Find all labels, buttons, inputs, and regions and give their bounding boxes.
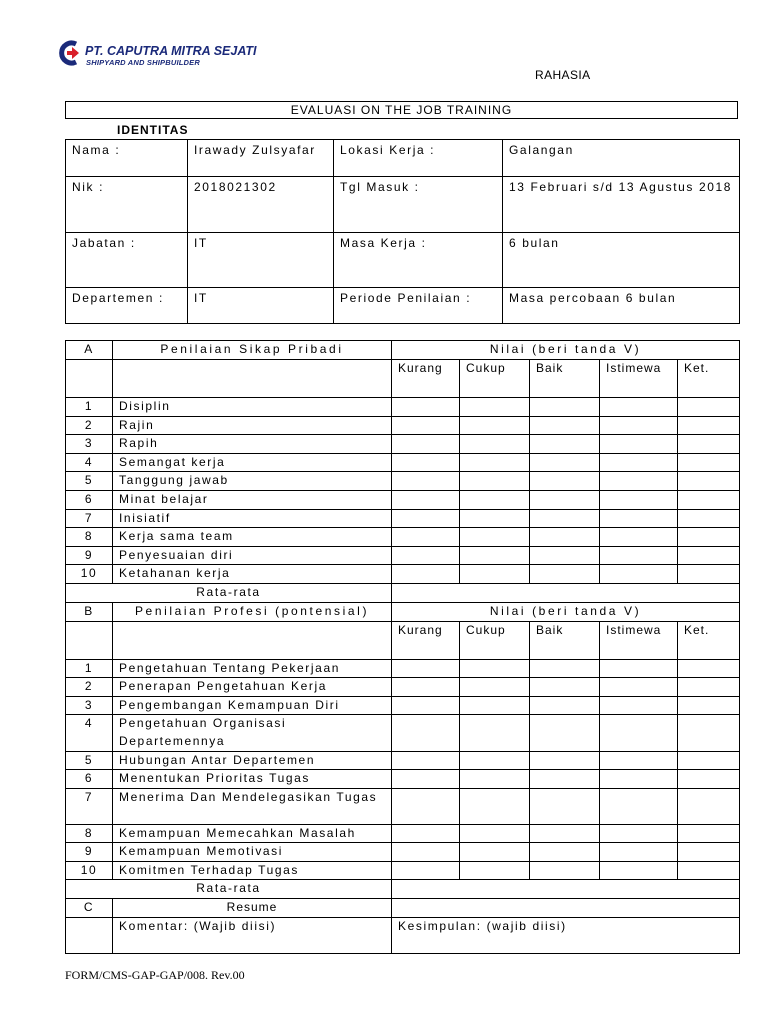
section-b-rating-checkbox[interactable] <box>600 696 678 715</box>
section-c-heading-row <box>66 899 740 918</box>
section-a-rating-checkbox[interactable] <box>678 435 740 454</box>
section-b-item-row <box>66 788 740 824</box>
section-a-item-row <box>66 453 740 472</box>
section-b-item-label: Kemampuan Memecahkan Masalah <box>113 824 392 843</box>
section-a-rating-checkbox[interactable] <box>460 472 530 491</box>
section-b-item-row <box>66 659 740 678</box>
section-a-item-row <box>66 565 740 584</box>
section-a-rating-checkbox[interactable] <box>392 435 460 454</box>
section-a-average-value[interactable] <box>392 583 740 602</box>
section-a-item-row <box>66 472 740 491</box>
form-code: FORM/CMS-GAP-GAP/008. Rev.00 <box>65 968 245 982</box>
section-b-rating-checkbox[interactable] <box>530 751 600 770</box>
section-b-rating-checkbox[interactable] <box>600 861 678 880</box>
section-b-item-number: 5 <box>66 751 113 770</box>
section-b-rating-checkbox[interactable] <box>678 843 740 862</box>
section-a-rating-checkbox[interactable] <box>530 453 600 472</box>
section-b-rating-0: Kurang <box>392 621 460 659</box>
section-b-average-row <box>66 880 740 899</box>
section-b-rating-checkbox[interactable] <box>392 788 460 824</box>
evaluation-table <box>65 340 740 954</box>
section-a-item-label: Inisiatif <box>113 509 392 528</box>
section-b-average-label: Rata-rata <box>66 880 392 899</box>
section-a-rating-checkbox[interactable] <box>678 528 740 547</box>
section-b-rating-checkbox[interactable] <box>600 843 678 862</box>
section-a-rating-checkbox[interactable] <box>530 416 600 435</box>
section-a-item-label: Minat belajar <box>113 490 392 509</box>
section-a-rating-checkbox[interactable] <box>600 453 678 472</box>
section-b-rating-checkbox[interactable] <box>530 788 600 824</box>
section-a-item-row <box>66 398 740 417</box>
section-b-item-label: Pengembangan Kemampuan Diri <box>113 696 392 715</box>
section-a-rating-4: Ket. <box>678 360 740 398</box>
section-b-item-number: 3 <box>66 696 113 715</box>
section-a-letter: A <box>66 341 113 360</box>
section-a-item-label: Rapih <box>113 435 392 454</box>
section-b-rating-3: Istimewa <box>600 621 678 659</box>
section-b-rating-checkbox[interactable] <box>530 678 600 697</box>
section-a-item-row <box>66 435 740 454</box>
nik-value: 2018021302 <box>188 177 334 233</box>
section-b-rating-checkbox[interactable] <box>392 696 460 715</box>
section-b-rating-4: Ket. <box>678 621 740 659</box>
section-a-heading: Penilaian Sikap Pribadi <box>113 341 392 360</box>
section-b-rating-checkbox[interactable] <box>392 861 460 880</box>
section-a-rating-checkbox[interactable] <box>600 565 678 584</box>
section-a-rating-checkbox[interactable] <box>530 565 600 584</box>
section-b-rating-checkbox[interactable] <box>678 678 740 697</box>
section-a-rating-checkbox[interactable] <box>392 546 460 565</box>
kesimpulan-field[interactable]: Kesimpulan: (wajib diisi) <box>392 917 740 953</box>
section-b-rating-checkbox[interactable] <box>600 788 678 824</box>
section-a-item-number: 6 <box>66 490 113 509</box>
section-c-comment-empty <box>66 917 113 953</box>
section-b-rating-checkbox[interactable] <box>600 824 678 843</box>
section-a-rating-checkbox[interactable] <box>678 509 740 528</box>
section-b-rating-checkbox[interactable] <box>460 696 530 715</box>
section-b-rating-checkbox[interactable] <box>530 843 600 862</box>
section-b-item-label: Komitmen Terhadap Tugas <box>113 861 392 880</box>
section-b-item-row <box>66 715 740 751</box>
section-b-rating-checkbox[interactable] <box>600 659 678 678</box>
section-a-item-row <box>66 528 740 547</box>
section-a-rating-checkbox[interactable] <box>460 509 530 528</box>
section-b-item-label: Pengetahuan Tentang Pekerjaan <box>113 659 392 678</box>
section-b-item-number: 1 <box>66 659 113 678</box>
section-b-rating-checkbox[interactable] <box>460 861 530 880</box>
section-a-rating-checkbox[interactable] <box>530 435 600 454</box>
section-a-item-row <box>66 416 740 435</box>
section-a-nilai-heading: Nilai (beri tanda V) <box>392 341 740 360</box>
section-c-empty <box>392 899 740 918</box>
komentar-field[interactable]: Komentar: (Wajib diisi) <box>113 917 392 953</box>
section-a-rating-2: Baik <box>530 360 600 398</box>
section-a-rating-checkbox[interactable] <box>530 490 600 509</box>
section-b-average-value[interactable] <box>392 880 740 899</box>
section-b-item-label: Hubungan Antar Departemen <box>113 751 392 770</box>
section-b-rating-checkbox[interactable] <box>678 824 740 843</box>
section-b-item-number: 7 <box>66 788 113 824</box>
section-a-heading-row <box>66 341 740 360</box>
section-a-item-number: 2 <box>66 416 113 435</box>
section-a-item-label: Ketahanan kerja <box>113 565 392 584</box>
section-a-item-number: 4 <box>66 453 113 472</box>
section-a-rating-3: Istimewa <box>600 360 678 398</box>
section-a-rating-0: Kurang <box>392 360 460 398</box>
section-b-rating-checkbox[interactable] <box>530 696 600 715</box>
section-a-rating-checkbox[interactable] <box>530 472 600 491</box>
section-b-item-row <box>66 843 740 862</box>
section-a-rating-checkbox[interactable] <box>392 509 460 528</box>
identity-row-departemen <box>66 288 740 324</box>
section-b-rating-checkbox[interactable] <box>460 843 530 862</box>
section-a-rating-checkbox[interactable] <box>530 528 600 547</box>
section-b-item-number: 10 <box>66 861 113 880</box>
section-a-rating-checkbox[interactable] <box>678 472 740 491</box>
section-a-rating-checkbox[interactable] <box>678 398 740 417</box>
section-a-average-label: Rata-rata <box>66 583 392 602</box>
section-a-item-label: Kerja sama team <box>113 528 392 547</box>
section-b-rating-1: Cukup <box>460 621 530 659</box>
section-a-item-number: 10 <box>66 565 113 584</box>
section-b-rating-checkbox[interactable] <box>392 770 460 789</box>
section-a-rating-checkbox[interactable] <box>460 398 530 417</box>
section-a-rating-checkbox[interactable] <box>392 453 460 472</box>
section-b-rating-2: Baik <box>530 621 600 659</box>
section-a-item-row <box>66 546 740 565</box>
section-a-item-number: 7 <box>66 509 113 528</box>
section-a-rating-checkbox[interactable] <box>600 490 678 509</box>
section-b-rating-checkbox[interactable] <box>460 824 530 843</box>
identity-table <box>65 139 740 324</box>
section-a-rating-checkbox[interactable] <box>678 490 740 509</box>
section-b-item-number: 9 <box>66 843 113 862</box>
section-b-rating-checkbox[interactable] <box>392 824 460 843</box>
section-a-rating-checkbox[interactable] <box>678 416 740 435</box>
section-b-rating-checkbox[interactable] <box>460 659 530 678</box>
section-a-rating-1: Cukup <box>460 360 530 398</box>
section-b-rating-checkbox[interactable] <box>392 715 460 751</box>
section-b-rating-checkbox[interactable] <box>460 788 530 824</box>
section-a-rating-checkbox[interactable] <box>678 565 740 584</box>
section-a-rating-checkbox[interactable] <box>600 398 678 417</box>
section-a-rating-checkbox[interactable] <box>460 565 530 584</box>
section-b-nilai-heading: Nilai (beri tanda V) <box>392 602 740 621</box>
section-b-rating-checkbox[interactable] <box>600 751 678 770</box>
section-a-item-label: Penyesuaian diri <box>113 546 392 565</box>
section-b-item-row <box>66 696 740 715</box>
section-b-rating-checkbox[interactable] <box>600 770 678 789</box>
section-a-rating-checkbox[interactable] <box>460 416 530 435</box>
section-b-item-row <box>66 770 740 789</box>
nama-label: Nama : <box>66 140 188 177</box>
section-b-rating-checkbox[interactable] <box>392 659 460 678</box>
departemen-label: Departemen : <box>66 288 188 324</box>
section-b-item-row <box>66 824 740 843</box>
section-b-rating-checkbox[interactable] <box>678 770 740 789</box>
section-b-rating-empty-b <box>113 621 392 659</box>
section-b-rating-checkbox[interactable] <box>530 715 600 751</box>
section-a-rating-checkbox[interactable] <box>530 509 600 528</box>
section-a-rating-checkbox[interactable] <box>392 416 460 435</box>
periode-value: Masa percobaan 6 bulan <box>503 288 740 324</box>
section-a-rating-checkbox[interactable] <box>678 546 740 565</box>
section-a-rating-checkbox[interactable] <box>530 398 600 417</box>
section-a-average-row <box>66 583 740 602</box>
section-b-rating-checkbox[interactable] <box>530 770 600 789</box>
lokasi-label: Lokasi Kerja : <box>334 140 503 177</box>
section-a-rating-empty-a <box>66 360 113 398</box>
section-a-rating-checkbox[interactable] <box>460 528 530 547</box>
section-b-rating-checkbox[interactable] <box>678 751 740 770</box>
section-a-rating-checkbox[interactable] <box>600 509 678 528</box>
section-b-item-label: Penerapan Pengetahuan Kerja <box>113 678 392 697</box>
section-a-rating-checkbox[interactable] <box>600 546 678 565</box>
identity-heading: IDENTITAS <box>117 123 189 137</box>
identity-row-jabatan <box>66 233 740 288</box>
section-b-rating-checkbox[interactable] <box>392 751 460 770</box>
company-logo <box>57 40 277 70</box>
nik-label: Nik : <box>66 177 188 233</box>
section-b-rating-checkbox[interactable] <box>678 659 740 678</box>
section-a-item-number: 3 <box>66 435 113 454</box>
section-a-rating-checkbox[interactable] <box>460 546 530 565</box>
section-a-rating-checkbox[interactable] <box>392 398 460 417</box>
section-b-rating-checkbox[interactable] <box>392 843 460 862</box>
section-a-item-label: Semangat kerja <box>113 453 392 472</box>
section-a-item-label: Rajin <box>113 416 392 435</box>
nama-value: Irawady Zulsyafar <box>188 140 334 177</box>
jabatan-value: IT <box>188 233 334 288</box>
section-a-item-number: 9 <box>66 546 113 565</box>
company-name: PT. CAPUTRA MITRA SEJATI <box>85 44 257 58</box>
section-b-item-row <box>66 678 740 697</box>
section-b-heading: Penilaian Profesi (pontensial) <box>113 602 392 621</box>
identity-row-nama <box>66 140 740 177</box>
section-b-rating-checkbox[interactable] <box>678 788 740 824</box>
section-b-rating-checkbox[interactable] <box>460 715 530 751</box>
section-a-rating-checkbox[interactable] <box>600 416 678 435</box>
section-a-item-row <box>66 509 740 528</box>
section-a-rating-checkbox[interactable] <box>392 528 460 547</box>
section-b-rating-checkbox[interactable] <box>460 678 530 697</box>
section-b-letter: B <box>66 602 113 621</box>
lokasi-value: Galangan <box>503 140 740 177</box>
section-a-item-number: 1 <box>66 398 113 417</box>
section-b-rating-checkbox[interactable] <box>530 861 600 880</box>
company-subtitle: SHIPYARD AND SHIPBUILDER <box>86 58 200 67</box>
section-b-rating-checkbox[interactable] <box>600 715 678 751</box>
section-b-item-label: Menerima Dan Mendelegasikan Tugas <box>113 788 392 824</box>
section-b-item-row <box>66 751 740 770</box>
section-b-heading-row <box>66 602 740 621</box>
section-a-rating-checkbox[interactable] <box>460 453 530 472</box>
section-b-rating-checkbox[interactable] <box>392 678 460 697</box>
section-a-item-row <box>66 490 740 509</box>
section-c-letter: C <box>66 899 113 918</box>
section-a-item-number: 8 <box>66 528 113 547</box>
departemen-value: IT <box>188 288 334 324</box>
section-b-rating-checkbox[interactable] <box>530 824 600 843</box>
section-a-rating-header-row <box>66 360 740 398</box>
section-b-rating-checkbox[interactable] <box>678 715 740 751</box>
form-title: EVALUASI ON THE JOB TRAINING <box>65 101 738 119</box>
section-a-rating-checkbox[interactable] <box>392 565 460 584</box>
section-b-item-label: Kemampuan Memotivasi <box>113 843 392 862</box>
periode-label: Periode Penilaian : <box>334 288 503 324</box>
confidential-label: RAHASIA <box>535 68 591 82</box>
section-a-rating-checkbox[interactable] <box>600 435 678 454</box>
section-a-item-label: Disiplin <box>113 398 392 417</box>
section-b-rating-checkbox[interactable] <box>460 770 530 789</box>
section-b-rating-checkbox[interactable] <box>678 696 740 715</box>
section-a-rating-checkbox[interactable] <box>600 472 678 491</box>
identity-row-nik <box>66 177 740 233</box>
section-a-rating-checkbox[interactable] <box>392 490 460 509</box>
section-b-item-label: Pengetahuan Organisasi Departemennya <box>113 715 392 751</box>
section-b-rating-checkbox[interactable] <box>530 659 600 678</box>
jabatan-label: Jabatan : <box>66 233 188 288</box>
section-b-item-row <box>66 861 740 880</box>
section-a-rating-checkbox[interactable] <box>600 528 678 547</box>
section-a-rating-checkbox[interactable] <box>530 546 600 565</box>
section-b-item-number: 6 <box>66 770 113 789</box>
section-b-rating-empty-a <box>66 621 113 659</box>
section-b-rating-header-row <box>66 621 740 659</box>
section-b-item-label: Menentukan Prioritas Tugas <box>113 770 392 789</box>
section-c-comment-row <box>66 917 740 953</box>
section-b-rating-checkbox[interactable] <box>600 678 678 697</box>
section-b-rating-checkbox[interactable] <box>460 751 530 770</box>
section-a-rating-checkbox[interactable] <box>678 453 740 472</box>
section-b-item-number: 2 <box>66 678 113 697</box>
tgl-label: Tgl Masuk : <box>334 177 503 233</box>
section-c-heading: Resume <box>113 899 392 918</box>
section-a-rating-checkbox[interactable] <box>460 490 530 509</box>
section-b-rating-checkbox[interactable] <box>678 861 740 880</box>
section-a-rating-checkbox[interactable] <box>392 472 460 491</box>
section-a-item-label: Tanggung jawab <box>113 472 392 491</box>
section-b-item-number: 4 <box>66 715 113 751</box>
masa-label: Masa Kerja : <box>334 233 503 288</box>
section-a-rating-empty-b <box>113 360 392 398</box>
section-a-rating-checkbox[interactable] <box>460 435 530 454</box>
tgl-value: 13 Februari s/d 13 Agustus 2018 <box>503 177 740 233</box>
section-a-item-number: 5 <box>66 472 113 491</box>
masa-value: 6 bulan <box>503 233 740 288</box>
company-logo-icon <box>57 40 83 66</box>
section-b-item-number: 8 <box>66 824 113 843</box>
